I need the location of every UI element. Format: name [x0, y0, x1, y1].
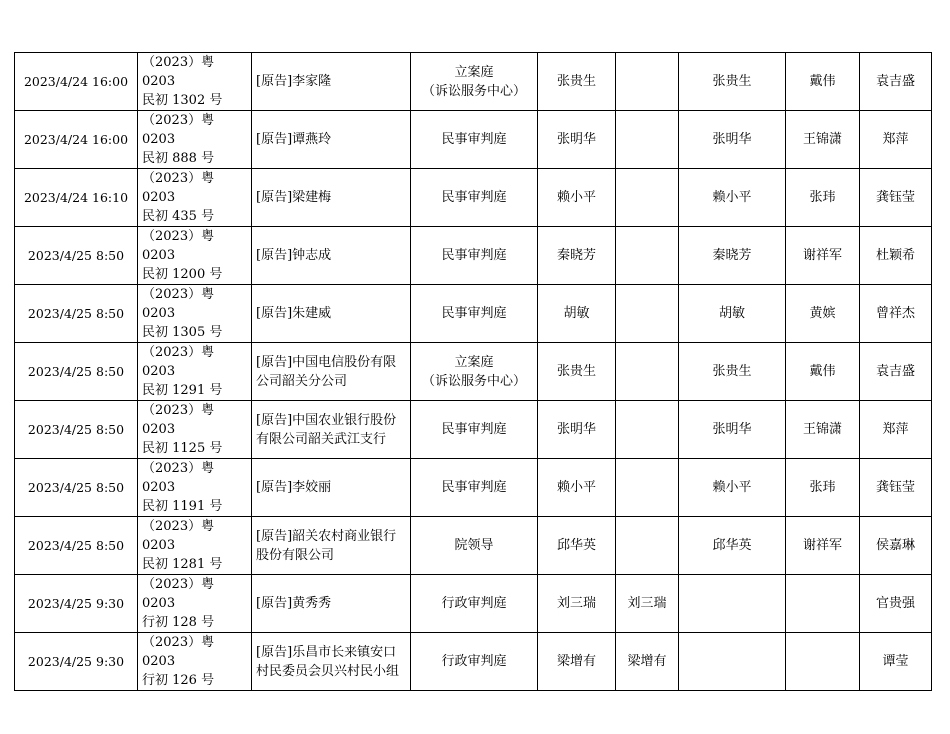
case-number-cell	[138, 459, 252, 517]
judge-col8-cell: 王锦潇	[786, 111, 860, 169]
tribunal-cell	[411, 169, 538, 227]
party-cell: [原告]朱建威	[252, 285, 411, 343]
case-number-cell	[138, 633, 252, 691]
case-number-line1: （2023）粤 0203	[142, 171, 215, 205]
hearing-time-cell: 2023/4/25 8:50	[15, 227, 138, 285]
party-cell: [原告]梁建梅	[252, 169, 411, 227]
tribunal-line: 民事审判庭	[441, 422, 507, 437]
case-number-line2: 民初 1191 号	[142, 499, 223, 514]
case-number-line2: 民初 1302 号	[142, 93, 223, 108]
judge-col7-cell: 赖小平	[679, 169, 786, 227]
case-number-line1: （2023）粤 0203	[142, 287, 215, 321]
presiding-judge-cell: 张明华	[538, 401, 616, 459]
tribunal-cell	[411, 53, 538, 111]
clerk-cell: 曾祥杰	[860, 285, 932, 343]
judge-col6-cell	[616, 111, 679, 169]
table-row	[15, 227, 932, 285]
tribunal-line: 民事审判庭	[441, 190, 507, 205]
presiding-judge-cell: 张贵生	[538, 53, 616, 111]
case-number-line2: 民初 1291 号	[142, 383, 223, 398]
clerk-cell: 杜颖希	[860, 227, 932, 285]
judge-col7-cell: 张贵生	[679, 343, 786, 401]
judge-col8-cell	[786, 633, 860, 691]
presiding-judge-cell: 张明华	[538, 111, 616, 169]
hearing-time-cell: 2023/4/25 8:50	[15, 285, 138, 343]
case-number-line1: （2023）粤 0203	[142, 461, 215, 495]
table-row	[15, 633, 932, 691]
party-cell: [原告]李姣丽	[252, 459, 411, 517]
judge-col8-cell: 张玮	[786, 459, 860, 517]
judge-col8-cell: 黄嫔	[786, 285, 860, 343]
tribunal-line: 民事审判庭	[441, 132, 507, 147]
presiding-judge-cell: 梁增有	[538, 633, 616, 691]
tribunal-line: （诉讼服务中心）	[421, 83, 526, 99]
tribunal-line: 民事审判庭	[441, 480, 507, 495]
case-number-line2: 行初 128 号	[142, 615, 215, 630]
presiding-judge-cell: 赖小平	[538, 459, 616, 517]
case-number-line1: （2023）粤 0203	[142, 345, 215, 379]
party-cell: [原告]中国电信股份有限公司韶关分公司	[252, 343, 411, 401]
table-row	[15, 575, 932, 633]
judge-col8-cell	[786, 575, 860, 633]
clerk-cell: 袁吉盛	[860, 53, 932, 111]
clerk-cell: 龚钰莹	[860, 169, 932, 227]
case-number-line2: 民初 1200 号	[142, 267, 223, 282]
tribunal-cell	[411, 633, 538, 691]
hearing-time-cell: 2023/4/25 8:50	[15, 343, 138, 401]
table-row	[15, 401, 932, 459]
presiding-judge-cell: 胡敏	[538, 285, 616, 343]
party-cell: [原告]谭燕玲	[252, 111, 411, 169]
tribunal-cell	[411, 285, 538, 343]
judge-col6-cell	[616, 227, 679, 285]
party-cell: [原告]黄秀秀	[252, 575, 411, 633]
judge-col6-cell	[616, 53, 679, 111]
judge-col7-cell	[679, 633, 786, 691]
hearing-time-cell: 2023/4/25 9:30	[15, 633, 138, 691]
case-number-line1: （2023）粤 0203	[142, 635, 215, 669]
tribunal-cell	[411, 111, 538, 169]
judge-col6-cell	[616, 459, 679, 517]
clerk-cell: 郑萍	[860, 111, 932, 169]
clerk-cell: 官贵强	[860, 575, 932, 633]
judge-col8-cell: 谢祥军	[786, 227, 860, 285]
judge-col7-cell: 胡敏	[679, 285, 786, 343]
judge-col7-cell: 赖小平	[679, 459, 786, 517]
judge-col6-cell	[616, 169, 679, 227]
judge-col6-cell: 梁增有	[616, 633, 679, 691]
tribunal-cell	[411, 575, 538, 633]
judge-col8-cell: 王锦潇	[786, 401, 860, 459]
judge-col7-cell: 张明华	[679, 111, 786, 169]
hearing-time-cell: 2023/4/24 16:10	[15, 169, 138, 227]
tribunal-cell	[411, 517, 538, 575]
tribunal-line: 立案庭	[454, 354, 494, 370]
judge-col6-cell	[616, 343, 679, 401]
case-number-line1: （2023）粤 0203	[142, 113, 215, 147]
presiding-judge-cell: 秦晓芳	[538, 227, 616, 285]
clerk-cell: 袁吉盛	[860, 343, 932, 401]
clerk-cell: 谭莹	[860, 633, 932, 691]
presiding-judge-cell: 张贵生	[538, 343, 616, 401]
clerk-cell: 龚钰莹	[860, 459, 932, 517]
tribunal-line: 行政审判庭	[441, 596, 507, 611]
case-number-line2: 民初 1305 号	[142, 325, 223, 340]
case-number-line1: （2023）粤 0203	[142, 577, 215, 611]
case-number-line1: （2023）粤 0203	[142, 403, 215, 437]
case-number-cell	[138, 53, 252, 111]
case-number-line2: 行初 126 号	[142, 673, 215, 688]
case-number-cell	[138, 227, 252, 285]
clerk-cell: 郑萍	[860, 401, 932, 459]
case-number-line2: 民初 435 号	[142, 209, 215, 224]
case-number-line1: （2023）粤 0203	[142, 229, 215, 263]
judge-col7-cell: 张贵生	[679, 53, 786, 111]
party-cell: [原告]乐昌市长来镇安口村民委员会贝兴村民小组	[252, 633, 411, 691]
case-number-cell	[138, 517, 252, 575]
judge-col8-cell: 戴伟	[786, 53, 860, 111]
hearing-time-cell: 2023/4/25 8:50	[15, 401, 138, 459]
table-row	[15, 343, 932, 401]
case-number-line2: 民初 1125 号	[142, 441, 223, 456]
judge-col6-cell: 刘三瑞	[616, 575, 679, 633]
case-number-cell	[138, 401, 252, 459]
judge-col6-cell	[616, 285, 679, 343]
party-cell: [原告]钟志成	[252, 227, 411, 285]
table-row	[15, 111, 932, 169]
presiding-judge-cell: 刘三瑞	[538, 575, 616, 633]
table-row	[15, 169, 932, 227]
tribunal-cell	[411, 459, 538, 517]
hearing-time-cell: 2023/4/25 8:50	[15, 517, 138, 575]
tribunal-line: 院领导	[454, 538, 494, 553]
case-number-line1: （2023）粤 0203	[142, 55, 215, 89]
presiding-judge-cell: 邱华英	[538, 517, 616, 575]
tribunal-cell	[411, 401, 538, 459]
case-number-cell	[138, 285, 252, 343]
clerk-cell: 侯嘉琳	[860, 517, 932, 575]
case-number-cell	[138, 343, 252, 401]
tribunal-line: （诉讼服务中心）	[421, 373, 526, 389]
case-number-cell	[138, 575, 252, 633]
tribunal-line: 立案庭	[454, 64, 494, 80]
table-row	[15, 285, 932, 343]
tribunal-line: 民事审判庭	[441, 248, 507, 263]
case-number-line1: （2023）粤 0203	[142, 519, 215, 553]
judge-col7-cell: 张明华	[679, 401, 786, 459]
table-row	[15, 459, 932, 517]
hearing-time-cell: 2023/4/25 8:50	[15, 459, 138, 517]
judge-col7-cell: 邱华英	[679, 517, 786, 575]
party-cell: [原告]中国农业银行股份有限公司韶关武江支行	[252, 401, 411, 459]
hearing-time-cell: 2023/4/24 16:00	[15, 111, 138, 169]
hearing-time-cell: 2023/4/25 9:30	[15, 575, 138, 633]
judge-col6-cell	[616, 401, 679, 459]
judge-col7-cell: 秦晓芳	[679, 227, 786, 285]
hearing-time-cell: 2023/4/24 16:00	[15, 53, 138, 111]
tribunal-line: 民事审判庭	[441, 306, 507, 321]
presiding-judge-cell: 赖小平	[538, 169, 616, 227]
judge-col6-cell	[616, 517, 679, 575]
party-cell: [原告]李家隆	[252, 53, 411, 111]
tribunal-cell	[411, 227, 538, 285]
case-number-cell	[138, 169, 252, 227]
case-number-line2: 民初 1281 号	[142, 557, 223, 572]
judge-col8-cell: 谢祥军	[786, 517, 860, 575]
tribunal-cell	[411, 343, 538, 401]
case-number-cell	[138, 111, 252, 169]
judge-col8-cell: 张玮	[786, 169, 860, 227]
table-row	[15, 517, 932, 575]
hearing-schedule-table	[14, 52, 932, 691]
judge-col8-cell: 戴伟	[786, 343, 860, 401]
table-row	[15, 53, 932, 111]
party-cell: [原告]韶关农村商业银行股份有限公司	[252, 517, 411, 575]
tribunal-line: 行政审判庭	[441, 654, 507, 669]
judge-col7-cell	[679, 575, 786, 633]
case-number-line2: 民初 888 号	[142, 151, 215, 166]
